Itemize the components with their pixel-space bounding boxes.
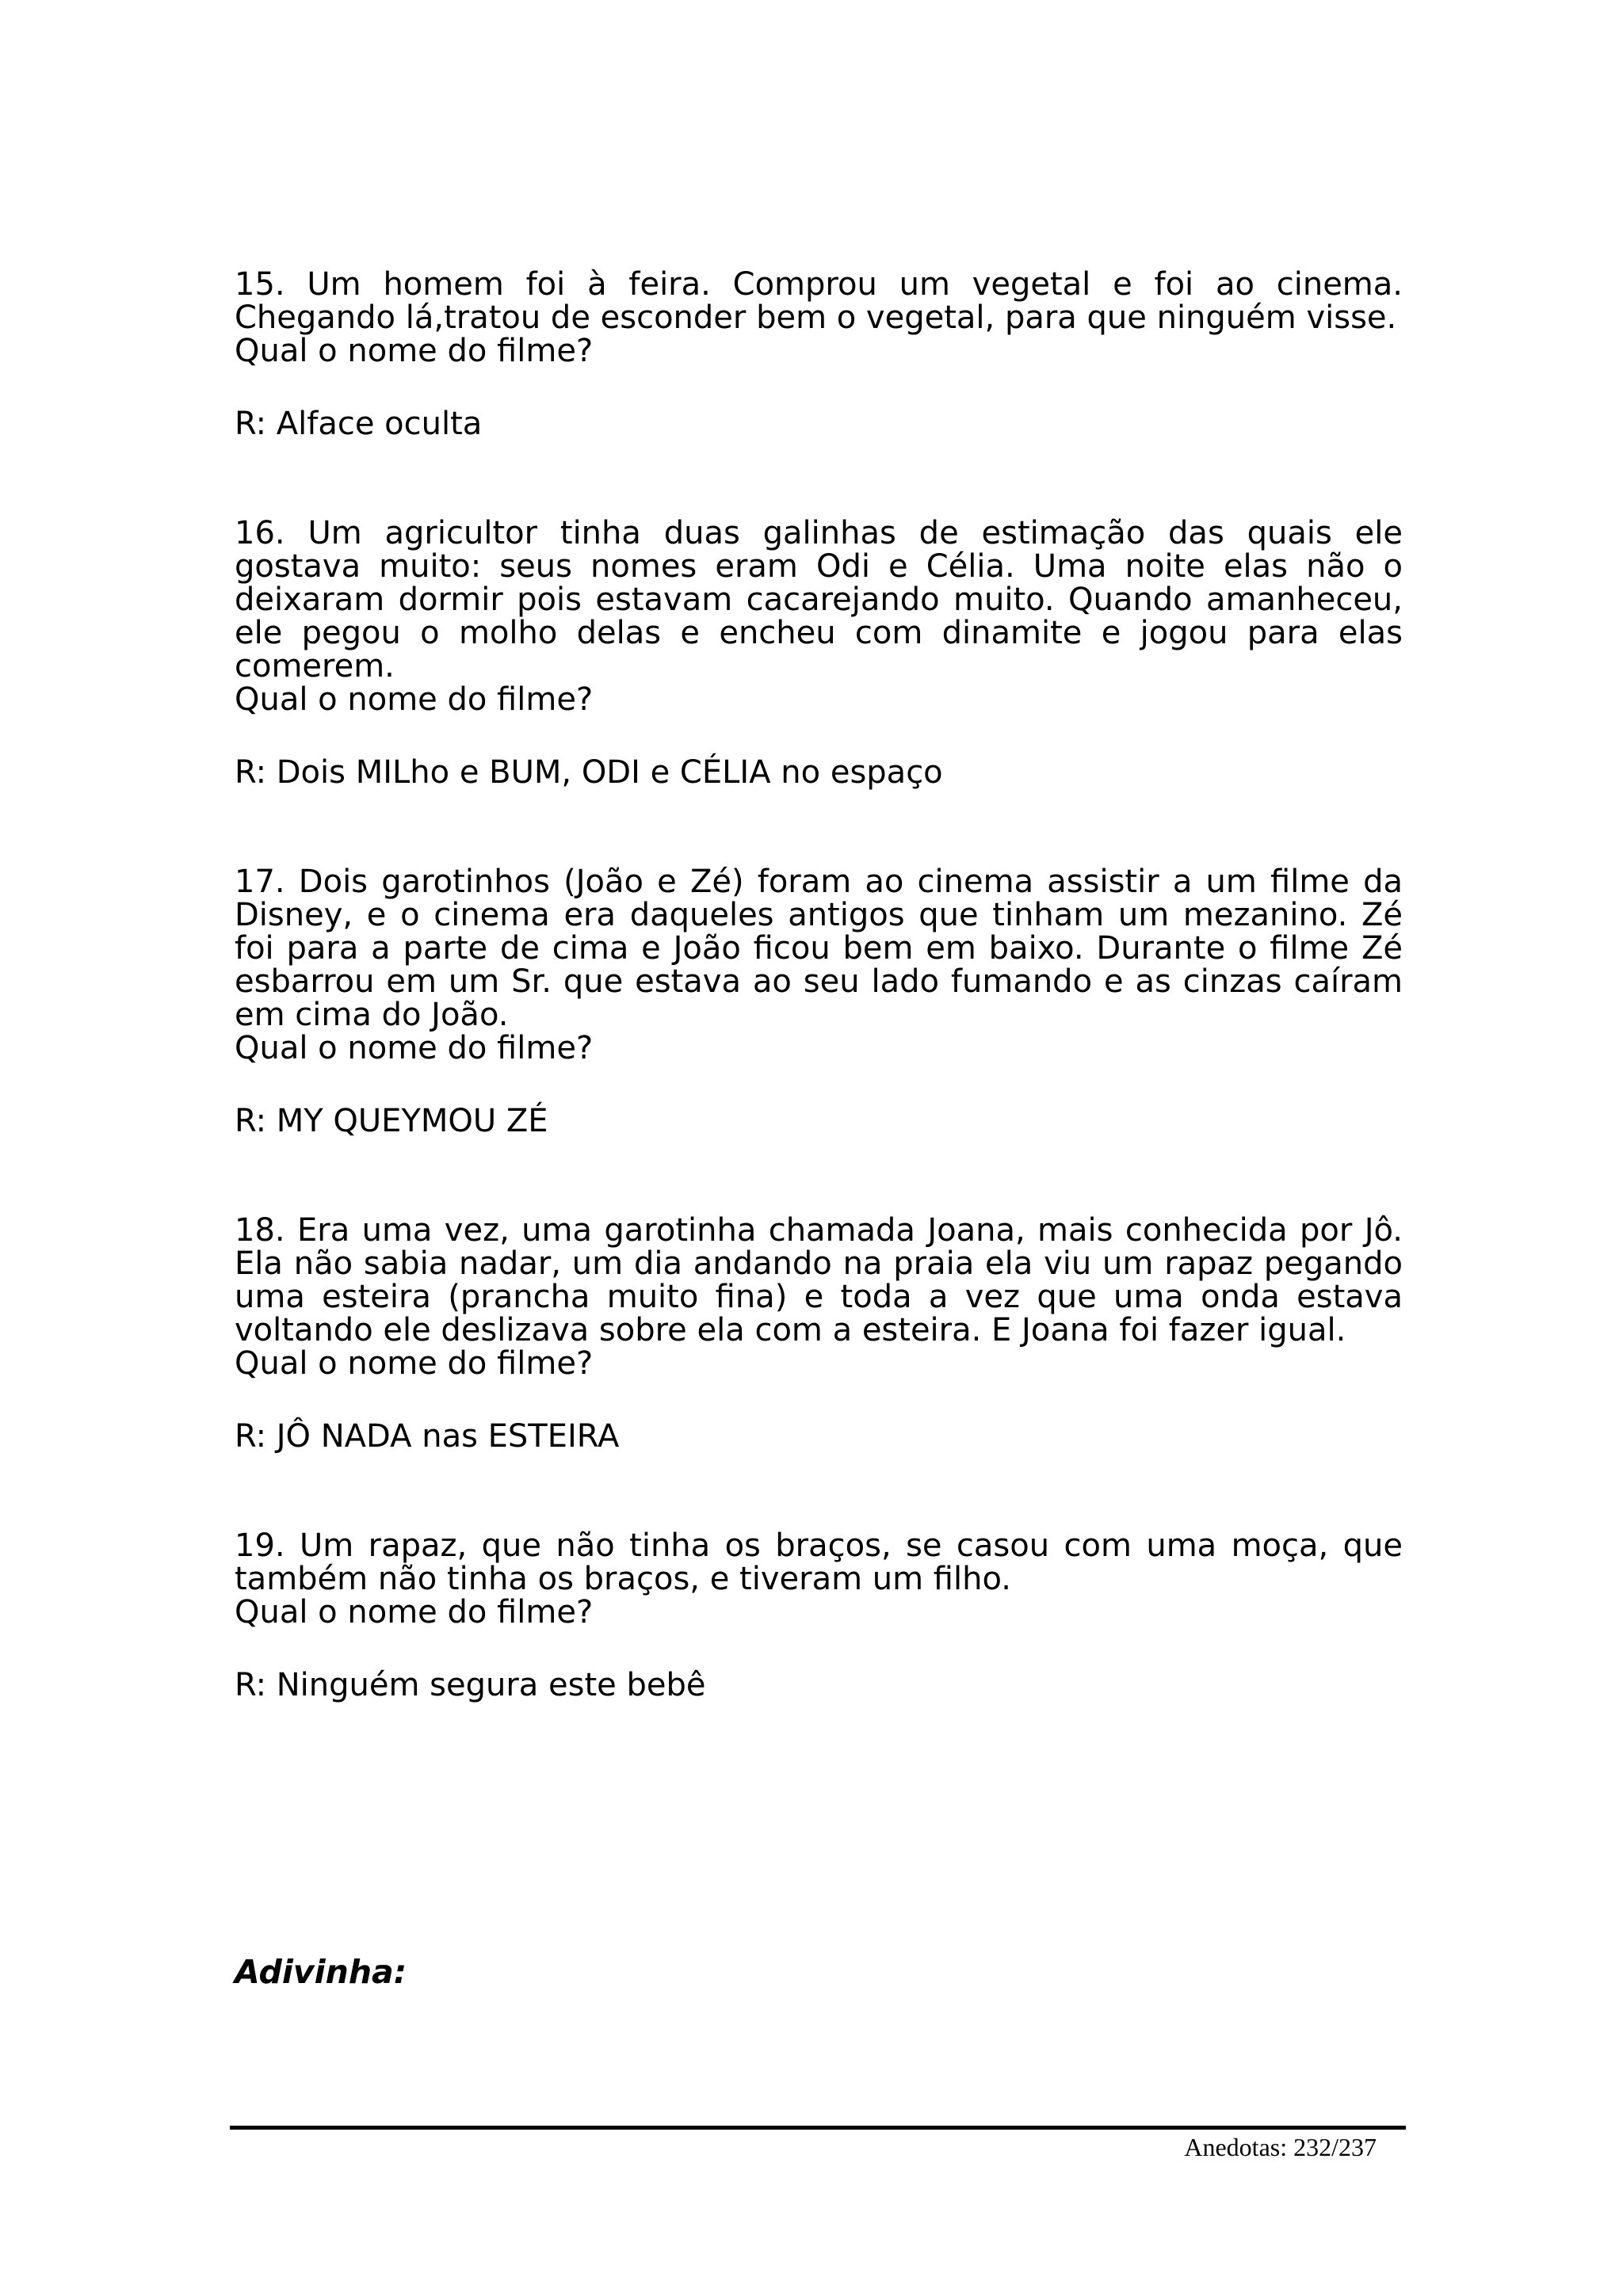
- riddle-answer: R: Alface oculta: [235, 406, 483, 442]
- riddle-question: Qual o nome do filme?: [235, 1345, 594, 1382]
- riddle-text: 18. Era uma vez, uma garotinha chamada Joana, mais conhecida por Jô. Ela não sabia nadar, um dia andando na praia ela viu um rapaz pegando uma esteira (prancha muito fina) e toda a vez que uma onda estava voltando ele deslizava sobre ela com a esteira. E Joana foi fazer igual.: [235, 1212, 1403, 1348]
- riddle-17: [235, 865, 1403, 1138]
- riddle-text: 19. Um rapaz, que não tinha os braços, se casou com uma moça, que também não tinha os braços, e tiveram um filho.: [235, 1527, 1403, 1597]
- riddle-answer: R: Ninguém segura este bebê: [235, 1667, 706, 1703]
- riddle-text: 16. Um agricultor tinha duas galinhas de estimação das quais ele gostava muito: seus nomes eram Odi e Célia. Uma noite elas não o deixaram dormir pois estavam cacarejando muito. Quando amanheceu, ele pegou o molho delas e encheu com dinamite e jogou para elas comerem.: [235, 515, 1403, 685]
- riddle-answer: R: Dois MILho e BUM, ODI e CÉLIA no espaço: [235, 754, 943, 791]
- riddle-answer: R: MY QUEYMOU ZÉ: [235, 1103, 548, 1139]
- riddle-text: 15. Um homem foi à feira. Comprou um vegetal e foi ao cinema. Chegando lá,tratou de esconder bem o vegetal, para que ninguém visse.: [235, 266, 1403, 336]
- riddle-15: [235, 268, 1403, 441]
- riddle-18: [235, 1214, 1403, 1453]
- riddle-16: [235, 517, 1403, 789]
- riddle-question: Qual o nome do filme?: [235, 681, 594, 718]
- riddle-answer: R: JÔ NADA nas ESTEIRA: [235, 1418, 620, 1455]
- section-heading: Adivinha:: [235, 1953, 407, 1991]
- riddle-19: [235, 1529, 1403, 1702]
- document-body: [235, 268, 1403, 1702]
- footer-divider: [230, 2126, 1406, 2130]
- riddle-text: 17. Dois garotinhos (João e Zé) foram ao cinema assistir a um filme da Disney, e o cinema era daqueles antigos que tinham um mezanino. Zé foi para a parte de cima e João ficou bem em baixo. Durante o filme Zé esbarrou em um Sr. que estava ao seu lado fumando e as cinzas caíram em cima do João.: [235, 864, 1403, 1033]
- page-footer: Anedotas: 232/237: [1184, 2133, 1377, 2161]
- riddle-question: Qual o nome do filme?: [235, 1030, 594, 1066]
- riddle-question: Qual o nome do filme?: [235, 333, 594, 369]
- riddle-question: Qual o nome do filme?: [235, 1594, 594, 1630]
